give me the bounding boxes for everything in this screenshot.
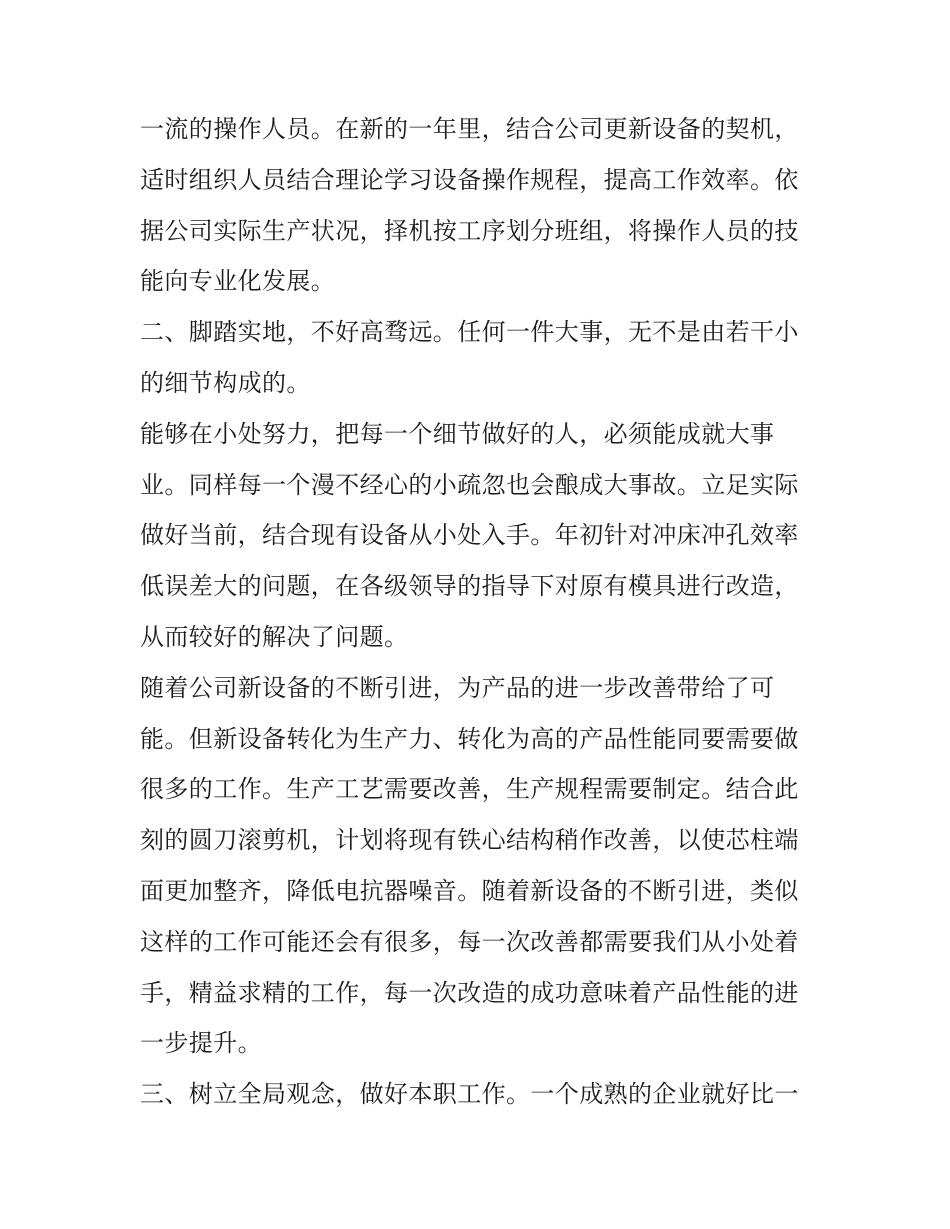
- text-line: 随着公司新设备的不断引进，为产品的进一步改善带给了可: [140, 673, 775, 702]
- text-line: 面更加整齐，降低电抗器噪音。随着新设备的不断引进，类似: [140, 876, 799, 905]
- text-line: 据公司实际生产状况，择机按工序划分班组，将操作人员的技: [140, 216, 799, 245]
- text-line: 的细节构成的。: [140, 368, 311, 397]
- text-line: 刻的圆刀滚剪机，计划将现有铁心结构稍作改善，以使芯柱端: [140, 826, 799, 855]
- document-body-text: [140, 104, 820, 1120]
- text-line: 能。但新设备转化为生产力、转化为高的产品性能同要需要做: [140, 724, 799, 753]
- text-line: 低误差大的问题，在各级领导的指导下对原有模具进行改造，: [140, 572, 799, 601]
- text-line: 很多的工作。生产工艺需要改善，生产规程需要制定。结合此: [140, 775, 799, 804]
- text-line: 业。同样每一个漫不经心的小疏忽也会酿成大事故。立足实际: [140, 470, 799, 499]
- text-line: 这样的工作可能还会有很多，每一次改善都需要我们从小处着: [140, 927, 799, 956]
- section-heading-line: 二、脚踏实地，不好高骛远。任何一件大事，无不是由若干小: [140, 318, 799, 347]
- text-line: 适时组织人员结合理论学习设备操作规程，提高工作效率。依: [140, 165, 799, 194]
- text-line: 做好当前，结合现有设备从小处入手。年初针对冲床冲孔效率: [140, 521, 799, 550]
- section-heading-line: 三、树立全局观念，做好本职工作。一个成熟的企业就好比一: [140, 1080, 799, 1109]
- text-line: 能向专业化发展。: [140, 267, 336, 296]
- text-line: 能够在小处努力，把每一个细节做好的人，必须能成就大事: [140, 419, 775, 448]
- text-line: 一流的操作人员。在新的一年里，结合公司更新设备的契机，: [140, 115, 799, 143]
- text-line: 手，精益求精的工作，每一次改造的成功意味着产品性能的进: [140, 978, 799, 1007]
- text-line: 从而较好的解决了问题。: [140, 622, 409, 651]
- text-line: 一步提升。: [140, 1029, 262, 1058]
